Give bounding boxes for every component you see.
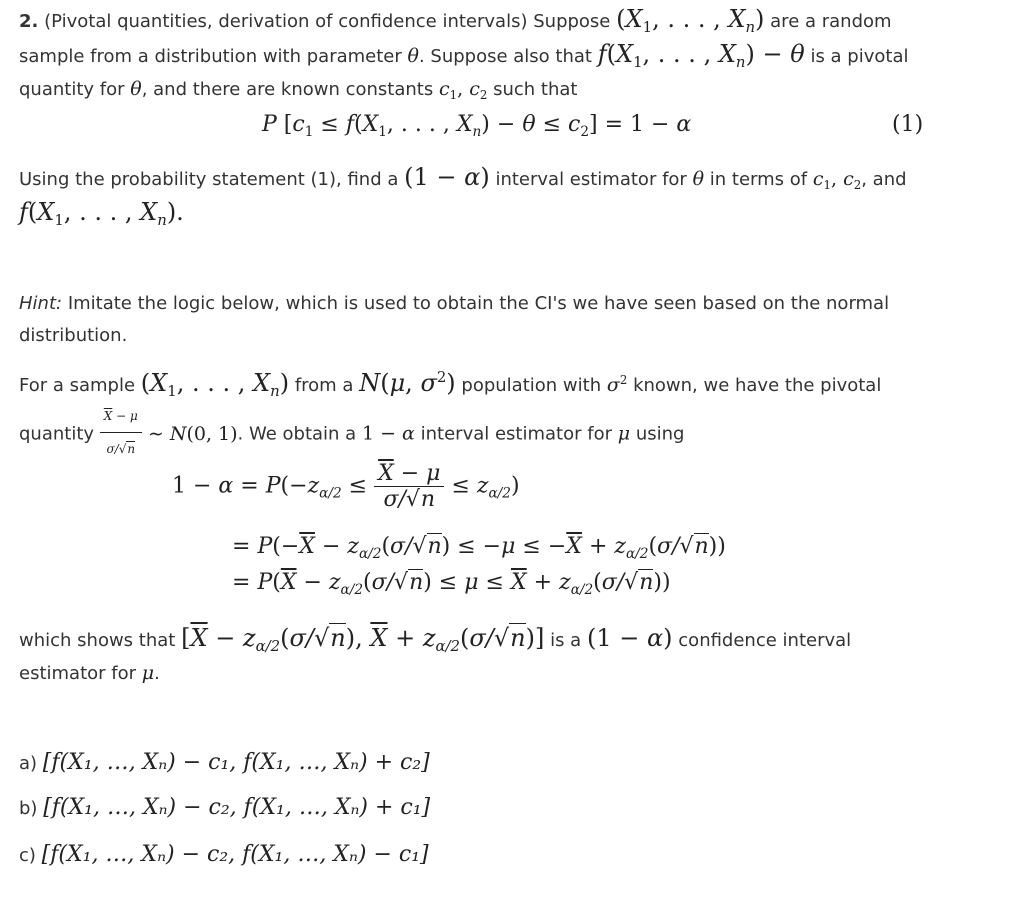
equation-number: (1) <box>892 112 924 137</box>
derivation-line-2: = $P(-\overline{X} - z_{\alpha/2}(\sigma/√n) \le -\mu \le -\overline{X} + z_{\alpha/2}(\sigma/√n))$ <box>232 534 726 562</box>
derivation-line-3: = $P(\overline{X} - z_{\alpha/2}(\sigma/√n) \le \mu \le \overline{X} + z_{\alpha/2}(\sigma/√n))$ <box>232 570 671 598</box>
question-number: 2. <box>19 11 39 32</box>
question-title: (Pivotal quantities, derivation of confidence intervals) <box>44 11 528 32</box>
option-b[interactable]: b) [f(X₁, …, Xₙ) − c₂, f(X₁, …, Xₙ) + c₁] <box>19 795 431 820</box>
question-text: 2. (Pivotal quantities, derivation of confidence intervals) Suppose ($X_1$, . . . , $X_n$) are a random sample from a distribution with parameter θ. Suppose also that $f(X_1$, . . . , $X_n) - \theta$ is a pivotal quantity for θ, and there are known constants $c_1$, $c_2$ such that <box>19 5 909 103</box>
hint-label: Hint: <box>19 293 63 314</box>
option-c[interactable]: c) [f(X₁, …, Xₙ) − c₂, f(X₁, …, Xₙ) − c₁] <box>19 842 429 867</box>
option-a[interactable]: a) [f(X₁, …, Xₙ) − c₁, f(X₁, …, Xₙ) + c₂] <box>19 750 430 775</box>
hint-conclusion-text: which shows that [$\overline{X} - z_{\alpha/2}(\sigma/√n)$, $\overline{X} + z_{\alpha/2}(\sigma/√n)$] is a (1 − α) confidence interval estimator for μ. <box>19 624 852 684</box>
derivation-line-1: $1 - \alpha = P(-z_{\alpha/2}$ ≤ $\frac{\overline{X} - \mu}{\sigma/√n}$ ≤ $z_{\alpha/2}$) <box>172 461 520 512</box>
task-text: Using the probability statement (1), find a (1 − α) interval estimator for θ in terms of $c_1$, $c_2$, and $f(X_1$, . . . , $X_n$). <box>19 163 907 230</box>
hint-text: Hint: Imitate the logic below, which is used to obtain the CI's we have seen based on the normal distribution. <box>19 293 890 346</box>
hint-sample-text: For a sample ($X_1$, . . . , $X_n$) from a N(μ, $\sigma^2$) population with $\sigma^2$ known, we have the pivotal quantity $\frac{\overline{X} - \mu}{\sigma/√n}$ ∼ N(0, 1). We obtain a 1 − α interval estimator for μ using <box>19 367 919 467</box>
probability-statement-equation: P [$c_1 \le f(X_1$, . . . , $X_n) - \theta \le c_2] = 1 - \alpha$ <box>262 112 692 140</box>
